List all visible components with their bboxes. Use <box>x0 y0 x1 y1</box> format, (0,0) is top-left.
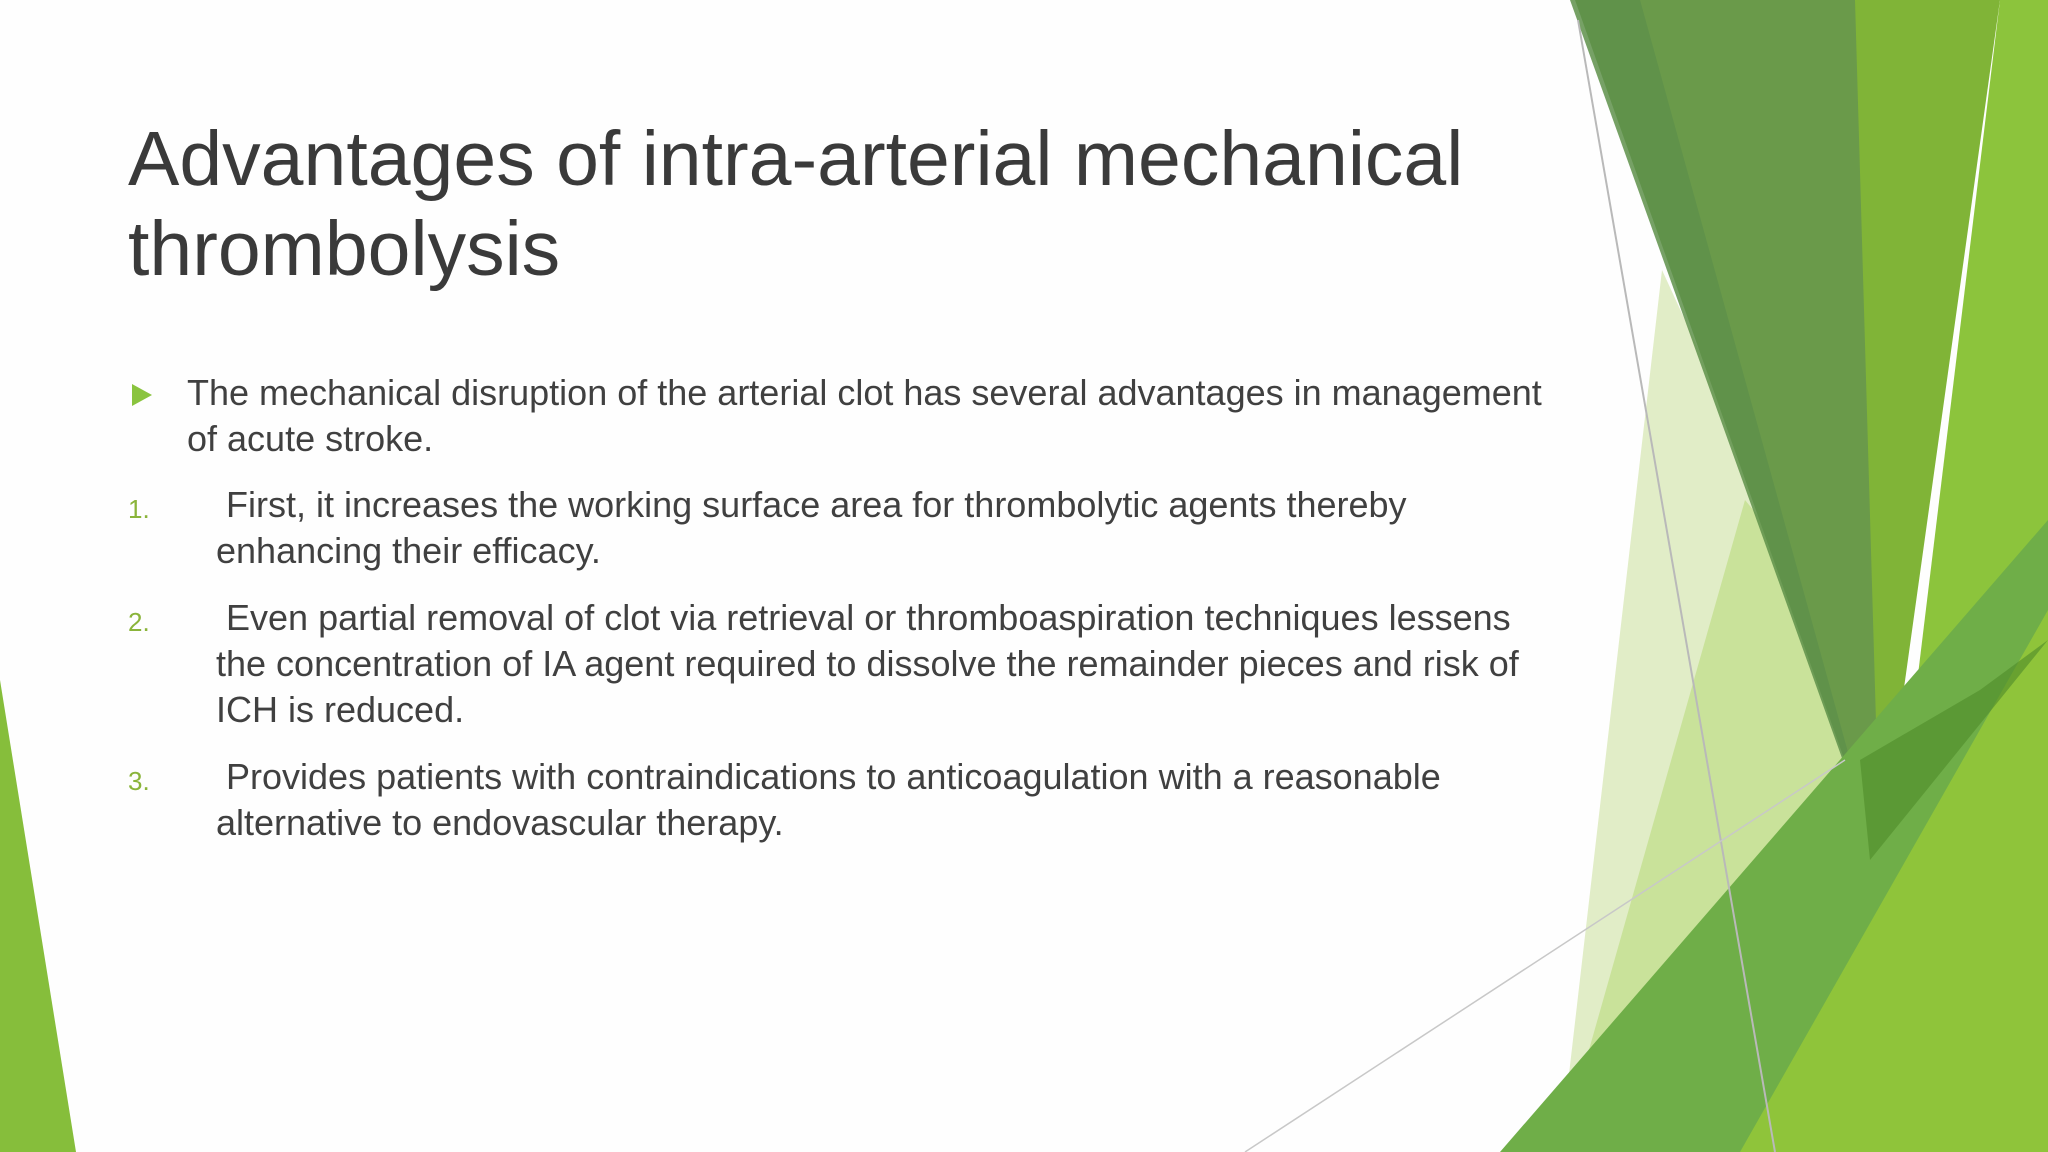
numbered-item <box>128 754 1548 846</box>
item-number: 2. <box>128 607 150 637</box>
triangle-bullet-icon <box>132 384 152 406</box>
item-number: 1. <box>128 494 150 524</box>
left-green-sliver <box>0 680 76 1152</box>
numbered-item <box>128 482 1548 574</box>
page-title: Advantages of intra-arterial mechanical thrombolysis <box>128 116 1464 292</box>
intro-text: The mechanical disruption of the arterial clot has several advantages in management of acute stroke. <box>187 372 1542 459</box>
numbered-item <box>128 595 1548 733</box>
intro-bullet <box>128 370 1548 462</box>
item-text: Even partial removal of clot via retrieval or thromboaspiration techniques lessens the concentration of IA agent required to dissolve the remainder pieces and risk of ICH is reduced. <box>216 597 1519 730</box>
slide-content <box>128 370 1548 867</box>
item-text: First, it increases the working surface area for thrombolytic agents thereby enhancing their efficacy. <box>216 484 1407 571</box>
item-number: 3. <box>128 766 150 796</box>
item-text: Provides patients with contraindications to anticoagulation with a reasonable alternative to endovascular therapy. <box>216 756 1441 843</box>
